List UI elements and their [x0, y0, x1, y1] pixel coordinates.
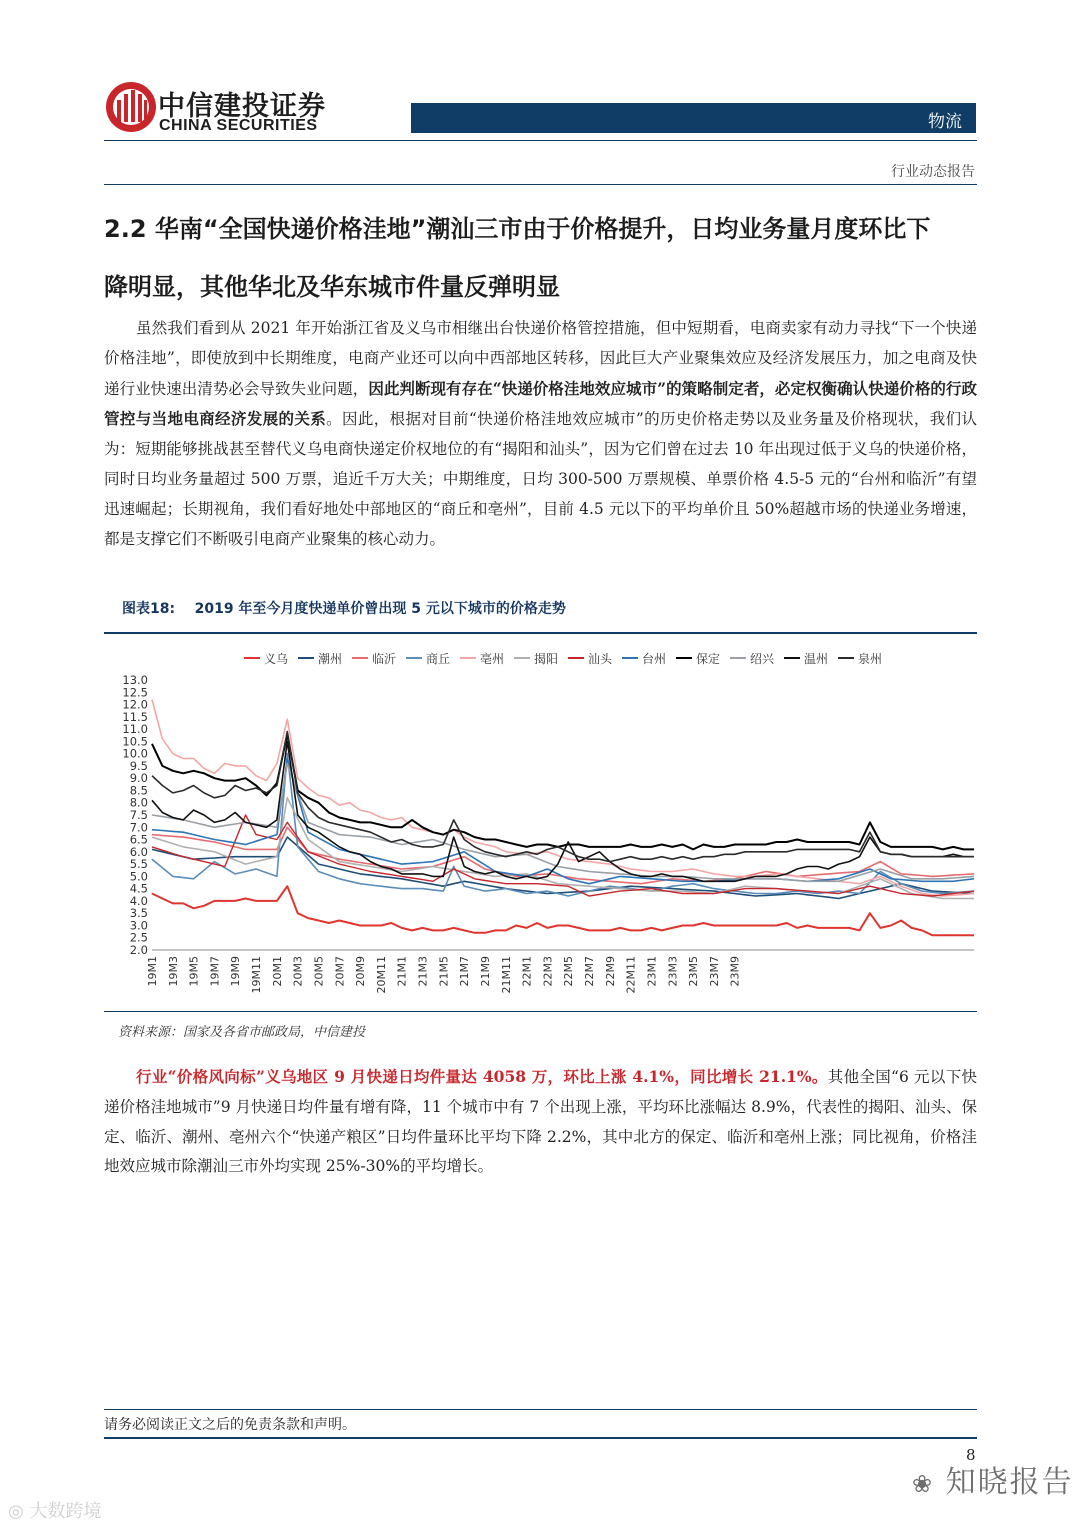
x-tick-label-24: 23M1 [645, 956, 659, 987]
x-tick-label-21: 22M7 [583, 956, 597, 987]
logo-icon [104, 80, 158, 134]
y-tick-label-1: 2.5 [129, 930, 148, 945]
y-tick-label-4: 4.0 [129, 893, 148, 908]
legend-label-4: 亳州 [480, 652, 505, 666]
section-heading [104, 200, 984, 316]
report-type: 行业动态报告 [891, 164, 975, 180]
x-tick-label-4: 19M9 [229, 956, 243, 987]
x-tick-label-13: 21M3 [416, 956, 430, 987]
para1-text-b: 。因此，根据对目前“快递价格洼地效应城市”的历史价格走势以及业务量及价格现状，我们认为：短期能够挑战甚至替代义乌电商快递定价权地位的有“揭阳和汕头”，因为它们曾在过去 10 年出现过低于义乌的快递价格，同时日均业务量超过 500 万票，追近千万大关；中期维度，日均 300-500 万票规模、单票价格 4.5-5 元的“台州和临沂”有望迅速崛起；长期视角，我们看好地处中部地区的“商丘和亳州”，目前 4.5 元以下的平均单价且 50%超越市场的快递业务增速，都是支撑它们不断吸引电商产业聚集的核心动力。 [104, 410, 977, 548]
y-tick-label-0: 2.0 [129, 943, 148, 957]
disclaimer-note: 请务必阅读正文之后的免责条款和声明。 [104, 1417, 356, 1433]
figure-label: 图表18: [122, 601, 176, 617]
price-line-chart [104, 640, 977, 1006]
para1-text-a: 虽然我们看到从 2021 年开始浙江省及义乌市相继出台快递价格管控措施，但中短期看，电商卖家有动力寻找“下一个快递价格洼地”，即使放到中长期维度，电商产业还可以向中西部地区转移，因此巨大产业聚集效应及经济发展压力，加之电商及快递行业快速出清势必会导致失业问题， [104, 319, 977, 398]
y-tick-label-20: 12.0 [122, 697, 148, 712]
legend-label-1: 潮州 [318, 652, 343, 666]
company-logo [104, 80, 158, 134]
y-tick-label-5: 4.5 [129, 881, 148, 896]
figure-bottom-rule [104, 1011, 977, 1012]
y-tick-label-15: 9.5 [129, 758, 148, 773]
watermark-right-text: 知晓报告 [945, 1465, 1074, 1500]
y-tick-label-13: 8.5 [129, 783, 148, 798]
y-tick-label-12: 8.0 [129, 795, 148, 810]
x-tick-label-0: 19M1 [146, 956, 159, 987]
x-tick-label-7: 20M3 [291, 956, 305, 987]
legend-label-11: 泉州 [858, 652, 883, 666]
x-tick-label-8: 20M5 [312, 956, 326, 987]
y-tick-label-10: 7.0 [129, 820, 148, 835]
y-tick-label-21: 12.5 [122, 685, 148, 700]
y-tick-label-9: 6.5 [129, 832, 148, 847]
watermark-left-text: 大数跨境 [29, 1501, 102, 1522]
y-tick-label-16: 10.0 [122, 746, 148, 761]
y-tick-label-22: 13.0 [122, 673, 148, 687]
watermark-left [8, 1497, 101, 1523]
y-tick-label-11: 7.5 [129, 808, 148, 822]
x-tick-label-15: 21M7 [458, 956, 472, 987]
legend-label-6: 汕头 [588, 652, 613, 666]
legend-label-3: 商丘 [426, 652, 451, 666]
legend-label-10: 温州 [804, 652, 829, 666]
y-tick-label-7: 5.5 [129, 857, 148, 872]
watermark-right [912, 1457, 1074, 1501]
logo-text-en: CHINA SECURITIES [159, 117, 318, 134]
figure-caption [122, 598, 566, 618]
y-tick-label-3: 3.5 [129, 906, 148, 921]
x-tick-label-6: 20M1 [270, 956, 284, 987]
footer-rule [104, 1409, 977, 1410]
series-line-10 [152, 741, 974, 881]
x-tick-label-5: 19M11 [250, 956, 264, 994]
y-tick-label-8: 6.0 [129, 844, 148, 859]
x-tick-label-10: 20M9 [354, 956, 368, 987]
body-paragraph-2 [104, 1062, 977, 1182]
y-tick-label-6: 5.0 [129, 869, 148, 884]
para1-bold: 因此判断现有存在“快递价格洼地效应城市”的策略制定者，必定权衡确认快递价格的行政管控与当地电商经济发展的关系 [104, 378, 977, 429]
wechat-icon: ❀ [912, 1470, 935, 1498]
figure-title: 2019 年至今月度快递单价曾出现 5 元以下城市的价格走势 [194, 601, 566, 617]
x-tick-label-25: 23M3 [666, 956, 680, 987]
legend-label-5: 揭阳 [534, 652, 559, 666]
legend-label-2: 临沂 [372, 652, 397, 666]
header-divider-2 [104, 184, 977, 185]
x-tick-label-2: 19M5 [187, 956, 201, 987]
y-tick-label-19: 11.5 [122, 709, 148, 724]
legend-label-0: 义乌 [264, 652, 289, 666]
x-tick-label-9: 20M7 [333, 956, 347, 987]
series-line-0 [152, 886, 974, 935]
x-tick-label-16: 21M9 [478, 956, 492, 987]
x-tick-label-27: 23M7 [707, 956, 721, 987]
legend-label-8: 保定 [696, 652, 721, 666]
footer-rule-2 [104, 1437, 977, 1439]
x-tick-label-20: 22M5 [562, 956, 576, 987]
x-tick-label-28: 23M9 [728, 956, 742, 987]
y-tick-label-17: 10.5 [122, 734, 148, 749]
x-tick-label-26: 23M5 [687, 956, 701, 987]
x-tick-label-19: 22M3 [541, 956, 555, 987]
logo-text-cn: 中信建投证券 [158, 91, 326, 122]
x-tick-label-11: 20M11 [374, 956, 388, 994]
section-heading-line1: 2.2 华南“全国快递价格洼地”潮汕三市由于价格提升，日均业务量月度环比下 [104, 215, 931, 243]
figure-source: 资料来源：国家及各省市邮政局，中信建投 [118, 1025, 366, 1040]
watermark-logo-icon: ◎ [8, 1501, 24, 1522]
figure-top-rule [104, 632, 977, 634]
x-tick-label-1: 19M3 [166, 956, 180, 987]
x-tick-label-22: 22M9 [603, 956, 617, 987]
header-divider [104, 140, 977, 141]
x-tick-label-18: 22M1 [520, 956, 534, 987]
series-line-9 [152, 764, 974, 882]
y-tick-label-2: 3.0 [129, 918, 148, 933]
y-tick-label-14: 9.0 [129, 771, 148, 786]
section-heading-line2: 降明显，其他华北及华东城市件量反弹明显 [104, 273, 560, 301]
sector-bar [411, 103, 976, 133]
y-tick-label-18: 11.0 [122, 722, 148, 737]
x-tick-label-12: 21M1 [395, 956, 409, 987]
x-tick-label-23: 22M11 [624, 956, 638, 994]
para2-highlight: 行业“价格风向标”义乌地区 9 月快递日均件量达 4058 万，环比上涨 4.1%，同比增长 21.1%。 [136, 1067, 828, 1086]
body-paragraph-1 [104, 314, 977, 554]
para2-text: 其他全国“6 元以下快递价格洼地城市”9 月快递日均件量有增有降，11 个城市中有 7 个出现上涨，平均环比涨幅达 8.9%，代表性的揭阳、汕头、保定、临沂、潮州、亳州六个“快递产粮区”日均件量环比平均下降 2.2%，其中北方的保定、临沂和亳州上涨；同比视角，价格洼地效应城市除潮汕三市外均实现 25%-30%的平均增长。 [104, 1068, 978, 1176]
page-number: 8 [966, 1446, 976, 1464]
legend-label-9: 绍兴 [750, 652, 775, 666]
series-line-8 [152, 734, 974, 849]
sector-label: 物流 [928, 112, 962, 132]
x-tick-label-17: 21M11 [499, 956, 513, 994]
x-tick-label-3: 19M7 [208, 956, 222, 987]
x-tick-label-14: 21M5 [437, 956, 451, 987]
legend-label-7: 台州 [642, 652, 667, 666]
